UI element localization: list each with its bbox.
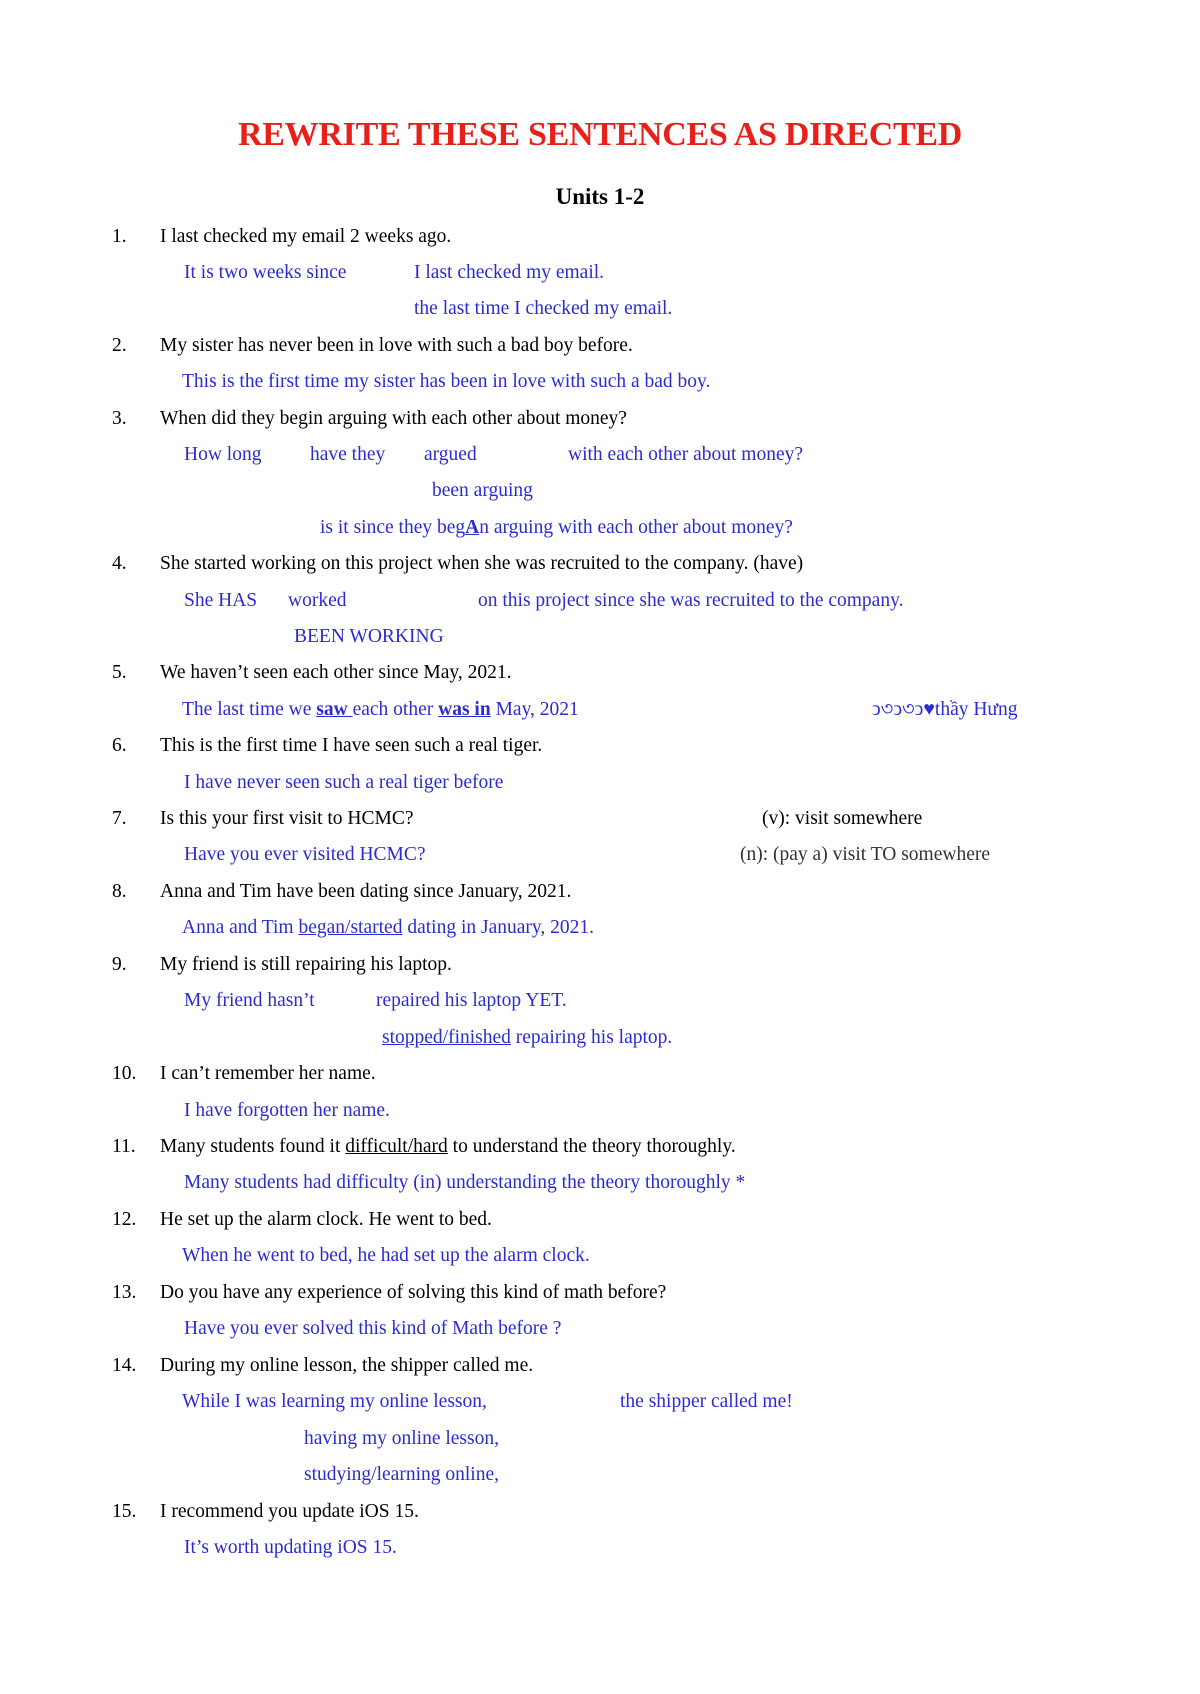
answer-text: studying/learning online,: [304, 1464, 499, 1485]
answer-text: is it since they begAn arguing with each other about money?: [320, 517, 793, 538]
item-number: 1.: [112, 226, 127, 247]
answer-text: It’s worth updating iOS 15.: [184, 1537, 397, 1558]
question-text: During my online lesson, the shipper called me.: [160, 1355, 534, 1376]
page-title: REWRITE THESE SENTENCES AS DIRECTED: [238, 116, 962, 153]
item-number: 8.: [112, 881, 127, 902]
answer-text: with each other about money?: [568, 444, 803, 465]
answer-text: It is two weeks since: [184, 262, 347, 283]
item-number: 9.: [112, 954, 127, 975]
item-number: 12.: [112, 1209, 137, 1230]
question-text: My friend is still repairing his laptop.: [160, 954, 452, 975]
question-text: I recommend you update iOS 15.: [160, 1501, 419, 1522]
question-text: She started working on this project when she was recruited to the company. (have): [160, 553, 804, 574]
question-text: Do you have any experience of solving this kind of math before?: [160, 1282, 667, 1303]
question-text: We haven’t seen each other since May, 2021.: [160, 662, 512, 683]
question-text: Is this your first visit to HCMC?: [160, 808, 414, 829]
answer-text: the shipper called me!: [620, 1391, 793, 1412]
question-text: When did they begin arguing with each other about money?: [160, 408, 627, 429]
answer-text: argued: [424, 444, 477, 465]
item-number: 11.: [112, 1136, 136, 1157]
item-number: 10.: [112, 1063, 137, 1084]
item-number: 4.: [112, 553, 127, 574]
item-number: 5.: [112, 662, 127, 683]
answer-text: on this project since she was recruited to the company.: [478, 590, 904, 611]
answer-text: I have never seen such a real tiger before: [184, 772, 504, 793]
note-text: (n): (pay a) visit TO somewhere: [740, 844, 991, 865]
answer-text: been arguing: [432, 480, 533, 501]
answer-text: the last time I checked my email.: [414, 298, 673, 319]
answer-text: stopped/finished repairing his laptop.: [382, 1027, 673, 1048]
question-text: Anna and Tim have been dating since January, 2021.: [160, 881, 572, 902]
answer-text: She HAS: [184, 590, 258, 611]
item-number: 2.: [112, 335, 127, 356]
question-text: He set up the alarm clock. He went to bed.: [160, 1209, 492, 1230]
answer-text: worked: [288, 590, 347, 611]
question-text: I last checked my email 2 weeks ago.: [160, 226, 452, 247]
page-subtitle: Units 1-2: [555, 184, 645, 209]
question-text: Many students found it difficult/hard to understand the theory thoroughly.: [160, 1136, 736, 1157]
question-text: My sister has never been in love with such a bad boy before.: [160, 335, 633, 356]
answer-text: While I was learning my online lesson,: [182, 1391, 487, 1412]
answer-text: I have forgotten her name.: [184, 1100, 390, 1121]
answer-text: Have you ever solved this kind of Math before ?: [184, 1318, 562, 1339]
question-text: This is the first time I have seen such a real tiger.: [160, 735, 543, 756]
answer-text: I last checked my email.: [414, 262, 605, 283]
item-number: 13.: [112, 1282, 137, 1303]
item-number: 15.: [112, 1501, 137, 1522]
answer-text: repaired his laptop YET.: [376, 990, 567, 1011]
item-number: 14.: [112, 1355, 137, 1376]
question-text: I can’t remember her name.: [160, 1063, 376, 1084]
answer-text: Anna and Tim began/started dating in January, 2021.: [182, 917, 594, 938]
note-text: (v): visit somewhere: [762, 808, 923, 829]
answer-text: This is the first time my sister has been in love with such a bad boy.: [182, 371, 711, 392]
answer-text: My friend hasn’t: [184, 990, 315, 1011]
item-number: 3.: [112, 408, 127, 429]
signature-text: ↄ৩ↄ৩ↄ♥thầy Hưng: [872, 699, 1018, 720]
item-number: 6.: [112, 735, 127, 756]
answer-text: How long: [184, 444, 262, 465]
answer-text: Have you ever visited HCMC?: [184, 844, 426, 865]
answer-text: The last time we saw each other was in May, 2021: [182, 699, 579, 720]
answer-text: Many students had difficulty (in) understanding the theory thoroughly *: [184, 1172, 746, 1193]
answer-text: have they: [310, 444, 386, 465]
answer-text: having my online lesson,: [304, 1428, 499, 1449]
answer-text: BEEN WORKING: [294, 626, 444, 647]
item-number: 7.: [112, 808, 127, 829]
answer-text: When he went to bed, he had set up the alarm clock.: [182, 1245, 590, 1266]
